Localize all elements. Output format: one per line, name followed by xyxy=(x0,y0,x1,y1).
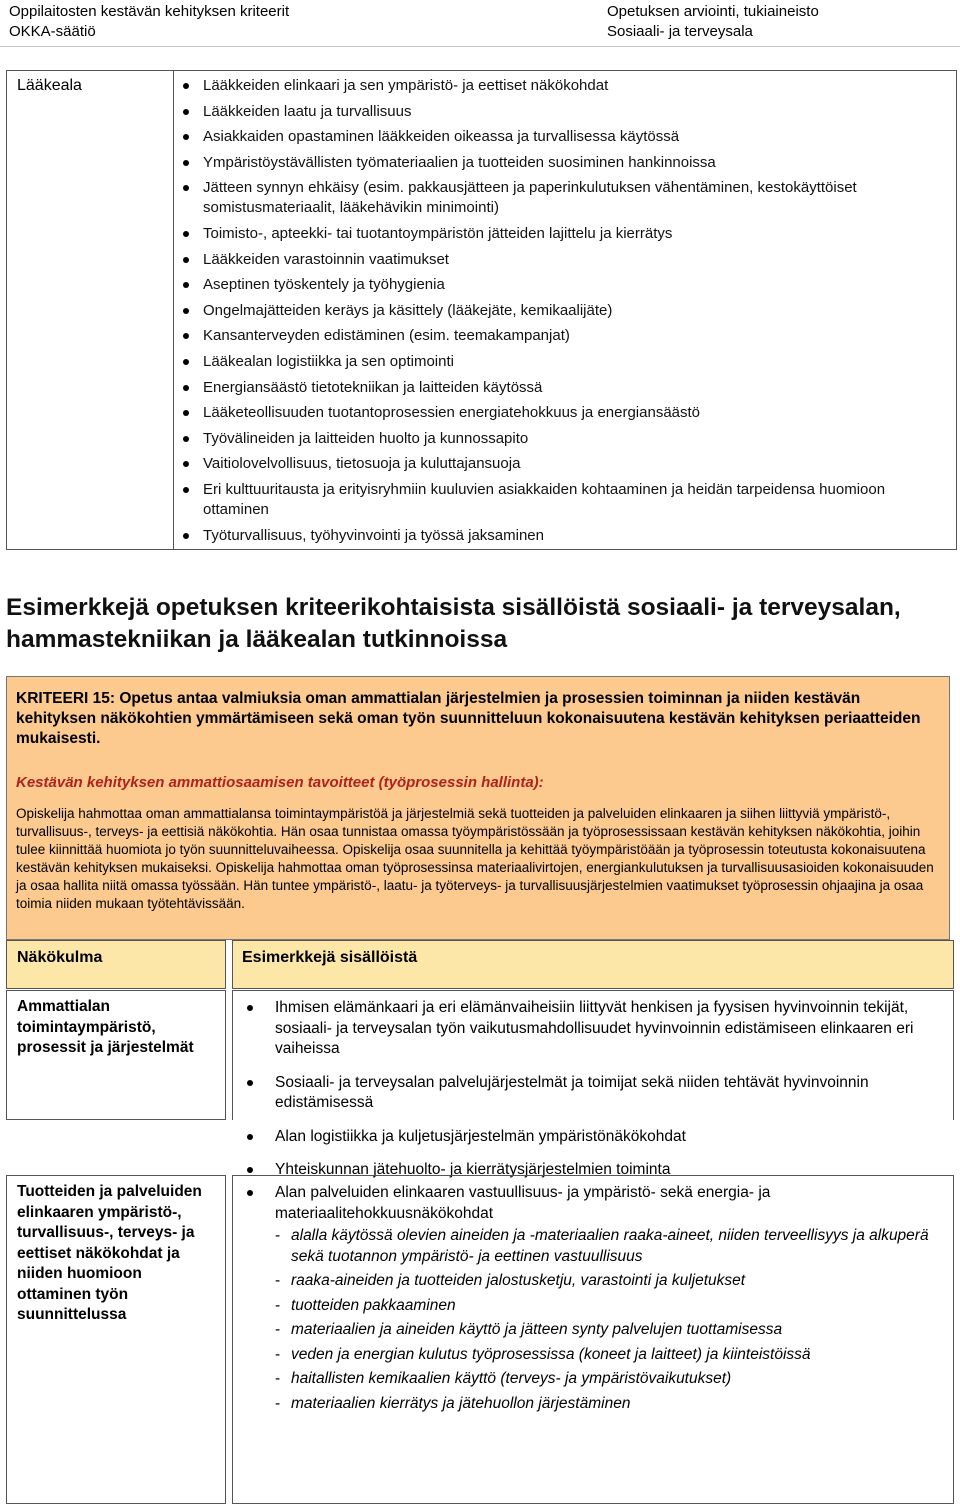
list-item: Ympäristöystävällisten työmateriaalien ja tuotteiden suosiminen hankinnoissa xyxy=(181,153,951,173)
row1-content-cell xyxy=(232,990,954,1178)
header-organization: OKKA-säätiö xyxy=(9,23,96,40)
sub-list-item: - tuotteiden pakkaaminen xyxy=(245,1296,945,1317)
list-item: Kansanterveyden edistäminen (esim. teemakampanjat) xyxy=(181,326,951,346)
list-item: Vaitiolovelvollisuus, tietosuoja ja kuluttajansuoja xyxy=(181,454,951,474)
list-item: Alan palveluiden elinkaaren vastuullisuus- ja ympäristö- sekä energia- ja materiaalitehokkuusnäkökohdat xyxy=(245,1183,945,1224)
section-heading: Esimerkkejä opetuksen kriteerikohtaisista sisällöistä sosiaali- ja terveysalan, hammastekniikan ja lääkealan tutkinnoissa xyxy=(6,594,901,653)
list-item: Yhteiskunnan jätehuolto- ja kierrätysjärjestelmien toiminta xyxy=(245,1160,945,1181)
header-right xyxy=(607,2,819,42)
list-item: Toimisto-, apteekki- tai tuotantoympäristön jätteiden lajittelu ja kierrätys xyxy=(181,224,951,244)
row1-label: Ammattialan toimintaympäristö, prosessit ja järjestelmät xyxy=(17,998,194,1056)
header-left xyxy=(9,2,289,42)
sub-list-item: - materiaalien kierrätys ja jätehuollon järjestäminen xyxy=(245,1394,945,1415)
sub-list-item: - raaka-aineiden ja tuotteiden jalostusketju, varastointi ja kuljetukset xyxy=(245,1271,945,1292)
column-header-label: Esimerkkejä sisällöistä xyxy=(242,949,418,966)
list-item: Työvälineiden ja laitteiden huolto ja kunnossapito xyxy=(181,429,951,449)
list-item: Lääkkeiden laatu ja turvallisuus xyxy=(181,102,951,122)
goal-heading: Kestävän kehityksen ammattiosaamisen tavoitteet (työprosessin hallinta): xyxy=(16,774,544,791)
sub-list-item: - alalla käytössä olevien aineiden ja -materiaalien raaka-aineet, niiden terveellisyys ja alkuperä sekä tuotannon ympäristö- ja eettinen vastuullisuus xyxy=(245,1226,945,1267)
column-header-nakokulma xyxy=(6,940,226,989)
criterion-box xyxy=(6,676,950,940)
list-item: Lääkealan logistiikka ja sen optimointi xyxy=(181,352,951,372)
list-item: Lääkkeiden varastoinnin vaatimukset xyxy=(181,250,951,270)
row2-label: Tuotteiden ja palveluiden elinkaaren ympäristö-, turvallisuus-, terveys- ja eettiset näkökohdat ja niiden huomioon ottaminen työn suunnittelussa xyxy=(17,1183,202,1323)
laakeala-label: Lääkeala xyxy=(17,77,82,94)
header-title: Oppilaitosten kestävän kehityksen kriteerit xyxy=(9,3,290,20)
list-item: Aseptinen työskentely ja työhygienia xyxy=(181,275,951,295)
laakeala-label-cell xyxy=(7,71,174,549)
goal-text: Opiskelija hahmottaa oman ammattialansa toimintaympäristöä ja järjestelmiä sekä tuotteiden ja palveluiden elinkaaren ja siihen liittyviä ympäristö-, turvallisuus-, terveys- ja eettisiä näkökohtia. Hän osaa tunnistaa omassa työympäristössään ja työprosessissaan kestävän kehityksen näkökohtia, joihin tulee kiinnittää huomiota jo työn suunnitteluvaiheessa. Opiskelija osaa suunnitella ja kehittää työympäristöään ja työprosessin toteutusta kokonaisuutena kestävän kehityksen mukaiseksi. Opiskelija hahmottaa oman työprosessinsa materiaalivirtojen, energiankulutuksen ja turvallisuusasioiden kokonaisuuden ja osaa hallita niitä omassa työssään. Hän tuntee ympäristö-, laatu- ja työterveys- ja turvallisuusjärjestelmien vaatimukset työprosessin ohjaajina ja osaa toimia niiden mukaan työtehtävissään. xyxy=(16,806,934,911)
list-item: Jätteen synnyn ehkäisy (esim. pakkausjätteen ja paperinkulutuksen vähentäminen, kestokäyttöiset somistusmateriaalit, lääkehävikin minimointi) xyxy=(181,178,951,218)
criterion-title: KRITEERI 15: Opetus antaa valmiuksia oman ammattialan järjestelmien ja prosessien toiminnan ja niiden kestävän kehityksen näkökohtien ymmärtämiseen sekä oman työn suunnitteluun kokonaisuutena kestävän kehityksen periaatteiden mukaisesti. xyxy=(16,690,921,747)
list-item: Alan logistiikka ja kuljetusjärjestelmän ympäristönäkökohdat xyxy=(245,1127,945,1148)
list-item: Lääkkeiden elinkaari ja sen ympäristö- ja eettiset näkökohdat xyxy=(181,76,951,96)
page-header xyxy=(0,0,960,47)
row2-label-cell xyxy=(6,1175,226,1504)
column-header-label: Näkökulma xyxy=(17,949,103,966)
header-subtitle: Opetuksen arviointi, tukiaineisto xyxy=(607,3,819,20)
list-item: Ihmisen elämänkaari ja eri elämänvaiheisiin liittyvät henkisen ja fyysisen hyvinvoinnin tekijät, sosiaali- ja terveysalan työn vaikutusmahdollisuudet hyvinvoinnin edistämiseen elinkaaren eri vaiheissa xyxy=(245,998,945,1060)
laakeala-list xyxy=(181,76,951,551)
list-item: Lääketeollisuuden tuotantoprosessien energiatehokkuus ja energiansäästö xyxy=(181,403,951,423)
list-item: Ongelmajätteiden keräys ja käsittely (lääkejäte, kemikaalijäte) xyxy=(181,301,951,321)
sub-list-item: - veden ja energian kulutus työprosessissa (koneet ja laitteet) ja kiinteistöissä xyxy=(245,1345,945,1366)
list-item: Työturvallisuus, työhyvinvointi ja työssä jaksaminen xyxy=(181,526,951,546)
list-item: Asiakkaiden opastaminen lääkkeiden oikeassa ja turvallisessa käytössä xyxy=(181,127,951,147)
sub-list-item: - haitallisten kemikaalien käyttö (terveys- ja ympäristövaikutukset) xyxy=(245,1369,945,1390)
row1-label-cell xyxy=(6,990,226,1120)
row1-list xyxy=(245,998,945,1194)
list-item: Energiansäästö tietotekniikan ja laitteiden käytössä xyxy=(181,378,951,398)
list-item: Sosiaali- ja terveysalan palvelujärjestelmät ja toimijat sekä niiden tehtävät hyvinvoinnin edistämisessä xyxy=(245,1073,945,1114)
laakeala-table xyxy=(6,70,957,550)
row2-list xyxy=(245,1183,945,1418)
header-field: Sosiaali- ja terveysala xyxy=(607,23,753,40)
sub-list-item: - materiaalien ja aineiden käyttö ja jätteen synty palvelujen tuottamisessa xyxy=(245,1320,945,1341)
row2-content-cell xyxy=(232,1175,954,1504)
content-table xyxy=(6,940,954,1504)
list-item: Eri kulttuuritausta ja erityisryhmiin kuuluvien asiakkaiden kohtaaminen ja heidän tarpeidensa huomioon ottaminen xyxy=(181,480,951,520)
column-header-esimerkkeja xyxy=(232,940,954,989)
